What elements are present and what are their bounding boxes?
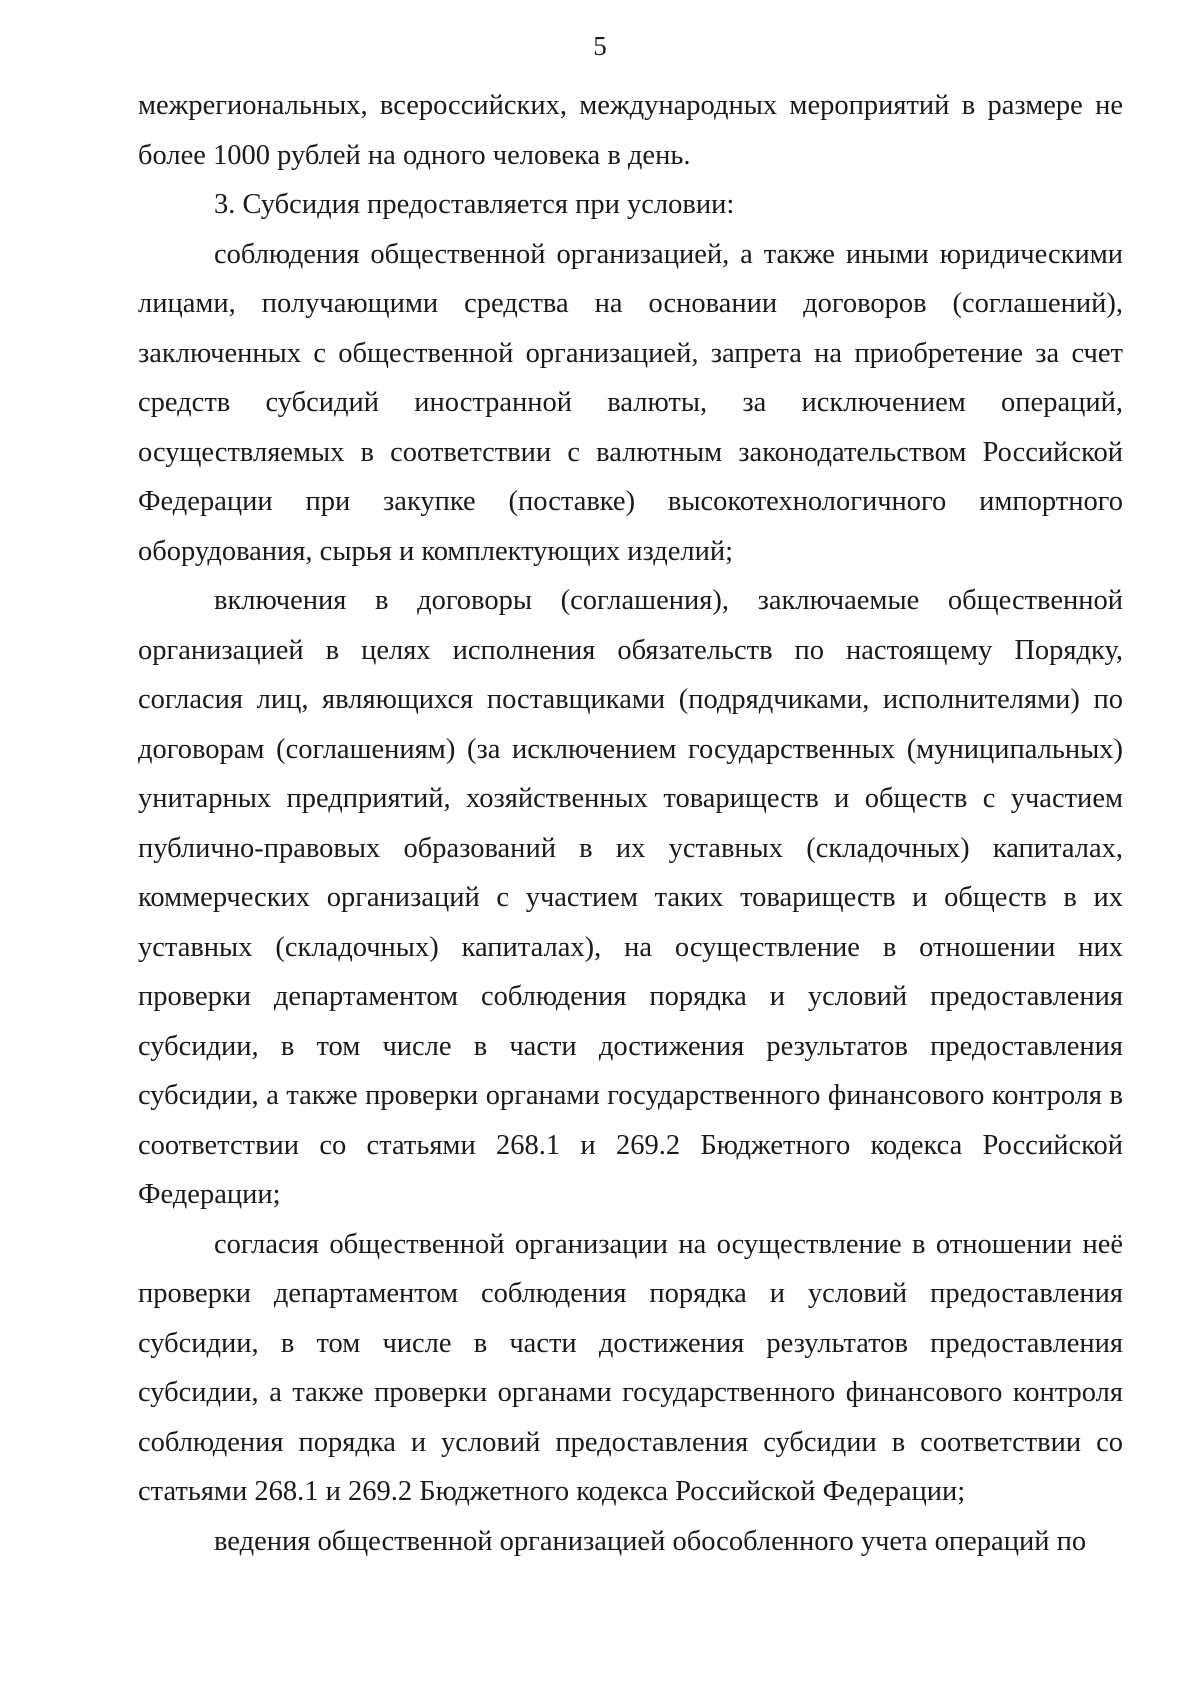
paragraph-continuation: межрегиональных, всероссийских, международных мероприятий в размере не более 1000 рублей на одного человека в день. (138, 90, 1123, 171)
page-number: 5 (593, 31, 607, 61)
document-body (138, 81, 1123, 1566)
paragraph-contract-inclusion: включения в договоры (соглашения), заключаемые общественной организацией в целях исполнения обязательств по настоящему Порядку, согласия лиц, являющихся поставщиками (подрядчиками, исполнителями) по договорам (соглашениям) (за исключением государственных (муниципальных) унитарных предприятий, хозяйственных товариществ и обществ с участием публично-правовых образований в их уставных (складочных) капиталах, коммерческих организаций с участием таких товариществ и обществ в их уставных (складочных) капиталах), на осуществление в отношении них проверки департаментом соблюдения порядка и условий предоставления субсидии, в том числе в части достижения результатов предоставления субсидии, а также проверки органами государственного финансового контроля в соответствии со статьями 268.1 и 269.2 Бюджетного кодекса Российской Федерации; (138, 585, 1123, 1210)
paragraph-currency-restriction: соблюдения общественной организацией, а также иными юридическими лицами, получающими средства на основании договоров (соглашений), заключенных с общественной организацией, запрета на приобретение за счет средств субсидий иностранной валюты, за исключением операций, осуществляемых в соответствии с валютным законодательством Российской Федерации при закупке (поставке) высокотехнологичного импортного оборудования, сырья и комплектующих изделий; (138, 238, 1123, 567)
paragraph-subsidy-conditions-heading: 3. Субсидия предоставляется при условии: (214, 189, 735, 220)
paragraph-organization-consent: согласия общественной организации на осуществление в отношении неё проверки департаментом соблюдения порядка и условий предоставления субсидии, в том числе в части достижения результатов предоставления субсидии, а также проверки органами государственного финансового контроля соблюдения порядка и условий предоставления субсидии в соответствии со статьями 268.1 и 269.2 Бюджетного кодекса Российской Федерации; (138, 1228, 1123, 1507)
paragraph-separate-accounting: ведения общественной организацией обособленного учета операций по (214, 1525, 1087, 1557)
